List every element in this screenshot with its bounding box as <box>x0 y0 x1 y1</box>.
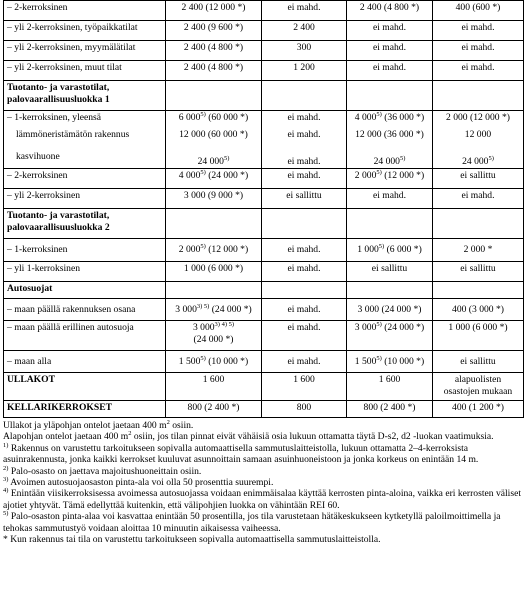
cell: 2 000 * <box>433 239 524 262</box>
row-label: – 1-kerroksinen <box>4 239 166 262</box>
cell: 2 400 <box>262 21 347 41</box>
cell: 2 400 (4 800 *) <box>166 61 262 81</box>
cell: 1 000 (6 000 *) <box>433 321 524 351</box>
cell: 2 400 (9 600 *) <box>166 21 262 41</box>
footnotes <box>3 420 521 545</box>
table-row <box>4 239 524 262</box>
table-row <box>4 145 524 169</box>
cell: ei mahd. <box>433 189 524 209</box>
table-row <box>4 1 524 21</box>
cell: ei mahd. <box>433 21 524 41</box>
footnote-star: * Kun rakennus tai tila on varustettu tarkoitukseen sopivalla automaattisella sammutuslaitteistolla. <box>3 534 381 546</box>
cell: 2 400 (12 000 *) <box>166 1 262 21</box>
cell: 3 $000^{3) 4) 5)}$ (24 000 *) <box>166 321 262 351</box>
cell: ei mahd. <box>347 189 433 209</box>
section-heading-row <box>4 282 524 299</box>
table-row <box>4 321 524 351</box>
section-title: Tuotanto- ja varastotilat, palovaarallisuusluokka 2 <box>4 209 166 239</box>
cell: ei mahd. <box>433 41 524 61</box>
cell: ei mahd. <box>347 41 433 61</box>
table-row <box>4 351 524 373</box>
section-title: Tuotanto- ja varastotilat, palovaarallisuusluokka 1 <box>4 81 166 111</box>
row-label: – maan alla <box>4 351 166 373</box>
row-label: KELLARIKERROKSET <box>4 401 166 418</box>
table-row <box>4 262 524 282</box>
cell: 4 000$^{5)}$ (24 000 *) <box>166 169 262 189</box>
table-row <box>4 189 524 209</box>
cell: 1 600 <box>166 373 262 401</box>
cell: ei mahd. <box>262 145 347 169</box>
document <box>3 0 523 545</box>
row-label: – maan päällä erillinen autosuoja <box>4 321 166 351</box>
cell: 24 000$^{5)}$ <box>433 145 524 169</box>
cell: ei sallittu <box>262 189 347 209</box>
row-label: – 2-kerroksinen <box>4 169 166 189</box>
table-row <box>4 41 524 61</box>
cell: 800 (2 400 *) <box>347 401 433 418</box>
table-row <box>4 128 524 145</box>
row-label: – 1-kerroksinen, yleensä <box>4 111 166 128</box>
table-row <box>4 61 524 81</box>
cell: 2 000$^{5)}$ (12 000 *) <box>166 239 262 262</box>
cell: 2 000 (12 000 *) <box>433 111 524 128</box>
cell: 1 000$^{5)}$ (6 000 *) <box>347 239 433 262</box>
cell: ei mahd. <box>347 61 433 81</box>
table-row <box>4 373 524 401</box>
cell: ei mahd. <box>262 351 347 373</box>
row-label: – yli 2-kerroksinen, muut tilat <box>4 61 166 81</box>
cell: 1 000 (6 000 *) <box>166 262 262 282</box>
cell: 2 400 (4 800 *) <box>347 1 433 21</box>
cell: 800 <box>262 401 347 418</box>
cell: 400 (1 200 *) <box>433 401 524 418</box>
cell: 1 500$^{5)}$ (10 000 *) <box>166 351 262 373</box>
cell: ei mahd. <box>347 21 433 41</box>
section-title: Autosuojat <box>4 282 166 299</box>
note: Alapohjan ontelot jaetaan 400 $m^2$ osiin, jos tilan pinnat eivät vähäisiä osia lukuun ottamatta täytä D-s2, d2 -luokan vaatimuksia. <box>3 430 494 443</box>
cell: 1 500$^{5)}$ (10 000 *) <box>347 351 433 373</box>
cell: ei mahd. <box>262 239 347 262</box>
table-row <box>4 299 524 321</box>
section-heading-row <box>4 81 524 111</box>
cell: 12 000 (36 000 *) <box>347 128 433 145</box>
cell: ei sallittu <box>433 351 524 373</box>
cell: ei sallittu <box>433 169 524 189</box>
cell: ei mahd. <box>262 169 347 189</box>
cell: 6 000$^{5)}$ (60 000 *) <box>166 111 262 128</box>
footnote: $^{1)}$ Rakennus on varustettu tarkoitukseen sopivalla automaattisella sammutuslaitteistolla, lukuun ottamatta 2–4-kerroksista asuinrakennusta, jonka kaikki kerrokset kuuluvat asunnoittain samaan asuinhuoneistoon ja jonka korkeus on enintään 14 m. <box>3 441 479 466</box>
cell: ei mahd. <box>262 1 347 21</box>
cell: ei sallittu <box>347 262 433 282</box>
table-row <box>4 111 524 128</box>
row-label: – yli 2-kerroksinen, myymälätilat <box>4 41 166 61</box>
footnote: $^{5)}$ Palo-osaston pinta-alaa voi kasvattaa enintään 50 prosentilla, jos tila varustetaan hätäkeskukseen kytketyllä paloilmoittimella ja tehokas sammutustyö voidaan aloittaa 10 minuutin aikaisessa vaiheessa. <box>3 510 501 534</box>
cell: 1 600 <box>347 373 433 401</box>
footnote: $^{4)}$ Enintään viisikerroksisessa avoimessa autosuojassa voidaan enimmäisalaa käyttää kerrosten pinta-aloina, vaikka eri kerrosten väliset ajotiet yhtyvät. Tämä edellyttää kuitenkin, että välipohjien luokka on vähintään REI 60. <box>3 487 521 511</box>
cell: 1 200 <box>262 61 347 81</box>
cell: 12 000 <box>433 128 524 145</box>
cell: ei mahd. <box>262 262 347 282</box>
row-label: – 2-kerroksinen <box>4 1 166 21</box>
cell: 400 (600 *) <box>433 1 524 21</box>
row-label: kasvihuone <box>4 145 166 169</box>
cell: 24 000$^{5)}$ <box>347 145 433 169</box>
cell: 12 000 (60 000 *) <box>166 128 262 145</box>
cell: 800 (2 400 *) <box>166 401 262 418</box>
table-row <box>4 401 524 418</box>
cell: 4 000$^{5)}$ (36 000 *) <box>347 111 433 128</box>
footnote: $^{3)}$ Avoimen autosuojaosaston pinta-ala voi olla 50 prosenttia suurempi. <box>3 475 274 489</box>
cell: 3 000 (9 000 *) <box>166 189 262 209</box>
cell: ei mahd. <box>262 299 347 321</box>
cell: ei mahd. <box>433 61 524 81</box>
section-heading-row <box>4 209 524 239</box>
cell: ei sallittu <box>433 262 524 282</box>
cell: 3 000$^{5)}$ (24 000 *) <box>347 321 433 351</box>
table-row <box>4 169 524 189</box>
cell: 2 400 (4 800 *) <box>166 41 262 61</box>
cell: 400 (3 000 *) <box>433 299 524 321</box>
row-label: – yli 1-kerroksinen <box>4 262 166 282</box>
row-label: – yli 2-kerroksinen, työpaikkatilat <box>4 21 166 41</box>
cell: 300 <box>262 41 347 61</box>
cell: ei mahd. <box>262 128 347 145</box>
cell: alapuolisten osastojen mukaan <box>433 373 524 401</box>
row-label: – maan päällä rakennuksen osana <box>4 299 166 321</box>
cell: ei mahd. <box>262 321 347 351</box>
cell: 24 000$^{5)}$ <box>166 145 262 169</box>
table-row <box>4 21 524 41</box>
cell: 3 $000^{3) 5)}$ (24 000 *) <box>166 299 262 321</box>
footnote: $^{2)}$ Palo-osasto on jaettava majoitushuoneittain osiin. <box>3 464 202 477</box>
cell: ei mahd. <box>262 111 347 128</box>
row-label: – yli 2-kerroksinen <box>4 189 166 209</box>
note: Ullakot ja yläpohjan ontelot jaetaan 400 $m^2$ osiin. <box>3 418 194 431</box>
row-label: ULLAKOT <box>4 373 166 401</box>
cell: 1 600 <box>262 373 347 401</box>
row-label: lämmöneristämätön rakennus <box>4 128 166 145</box>
cell: 2 000$^{5)}$ (12 000 *) <box>347 169 433 189</box>
fire-compartment-table <box>3 0 524 418</box>
cell: 3 000 (24 000 *) <box>347 299 433 321</box>
